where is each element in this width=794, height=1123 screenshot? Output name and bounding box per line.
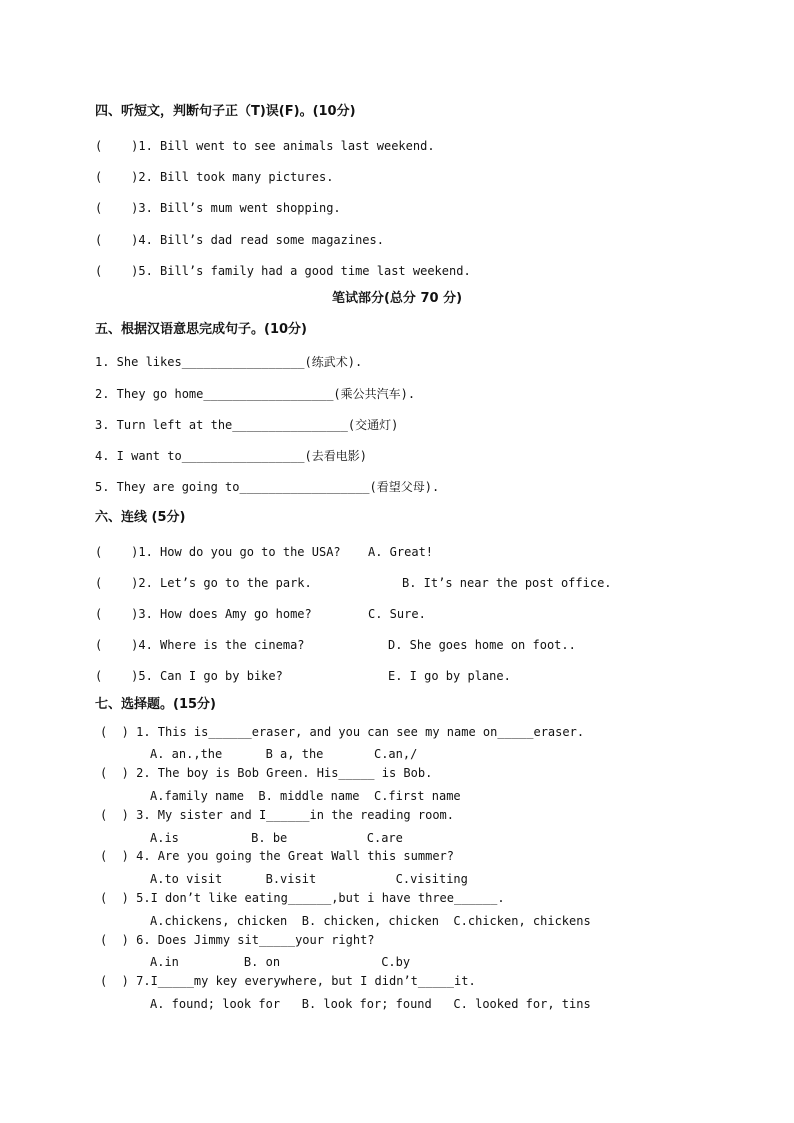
section-6-answer-a: A. Great!: [368, 545, 434, 559]
section-5-item-4: 4. I want to_________________(去看电影): [95, 449, 367, 463]
section-7-question-3: ( ) 3. My sister and I______in the reading room.: [100, 808, 455, 822]
section-5-title: 五、根据汉语意思完成句子。(10分): [95, 322, 307, 337]
section-7-options-1: A. an.,the B a, the C.an,/: [150, 747, 418, 761]
section-7-question-7: ( ) 7.I_____my key everywhere, but I didn’t_____it.: [100, 974, 476, 988]
section-6-question-3: ( )3. How does Amy go home?: [95, 607, 312, 621]
section-6-question-1: ( )1. How do you go to the USA?: [95, 545, 341, 559]
section-4-item-5: ( )5. Bill’s family had a good time last weekend.: [95, 264, 471, 278]
section-7-options-2: A.family name B. middle name C.first name: [150, 789, 461, 803]
section-6-question-2: ( )2. Let’s go to the park.: [95, 576, 312, 590]
section-4-title: 四、听短文，判断句子正（T)误(F)。(10分): [95, 104, 356, 119]
section-4-item-4: ( )4. Bill’s dad read some magazines.: [95, 233, 384, 247]
section-5-item-2: 2. They go home__________________(乘公共汽车).: [95, 387, 416, 401]
section-7-question-6: ( ) 6. Does Jimmy sit_____your right?: [100, 933, 375, 947]
section-6-question-5: ( )5. Can I go by bike?: [95, 669, 283, 683]
section-7-question-2: ( ) 2. The boy is Bob Green. His_____ is Bob.: [100, 766, 433, 780]
section-6-question-4: ( )4. Where is the cinema?: [95, 638, 305, 652]
written-part-title: 笔试部分(总分 70 分): [331, 291, 463, 306]
section-6-answer-c: C. Sure.: [368, 607, 426, 621]
section-6-answer-d: D. She goes home on foot..: [388, 638, 576, 652]
section-5-item-5: 5. They are going to__________________(看望父母).: [95, 480, 440, 494]
section-4-item-1: ( )1. Bill went to see animals last weekend.: [95, 139, 435, 153]
section-7-options-4: A.to visit B.visit C.visiting: [150, 872, 468, 886]
section-5-item-1: 1. She likes_________________(练武术).: [95, 355, 363, 369]
section-7-question-1: ( ) 1. This is______eraser, and you can see my name on_____eraser.: [100, 725, 585, 739]
section-7-title: 七、选择题。(15分): [95, 697, 216, 712]
section-7-options-7: A. found; look for B. look for; found C. looked for, tins: [150, 997, 591, 1011]
section-7-options-6: A.in B. on C.by: [150, 955, 411, 969]
section-7-question-5: ( ) 5.I don’t like eating______,but i have three______.: [100, 891, 505, 905]
section-5-item-3: 3. Turn left at the________________(交通灯): [95, 418, 399, 432]
section-7-question-4: ( ) 4. Are you going the Great Wall this summer?: [100, 849, 455, 863]
section-7-options-5: A.chickens, chicken B. chicken, chicken C.chicken, chickens: [150, 914, 591, 928]
section-4-item-3: ( )3. Bill’s mum went shopping.: [95, 201, 341, 215]
section-7-options-3: A.is B. be C.are: [150, 831, 403, 845]
section-6-answer-b: B. It’s near the post office.: [402, 576, 612, 590]
section-6-title: 六、连线 (5分): [95, 510, 186, 525]
section-6-answer-e: E. I go by plane.: [388, 669, 511, 683]
section-4-item-2: ( )2. Bill took many pictures.: [95, 170, 334, 184]
